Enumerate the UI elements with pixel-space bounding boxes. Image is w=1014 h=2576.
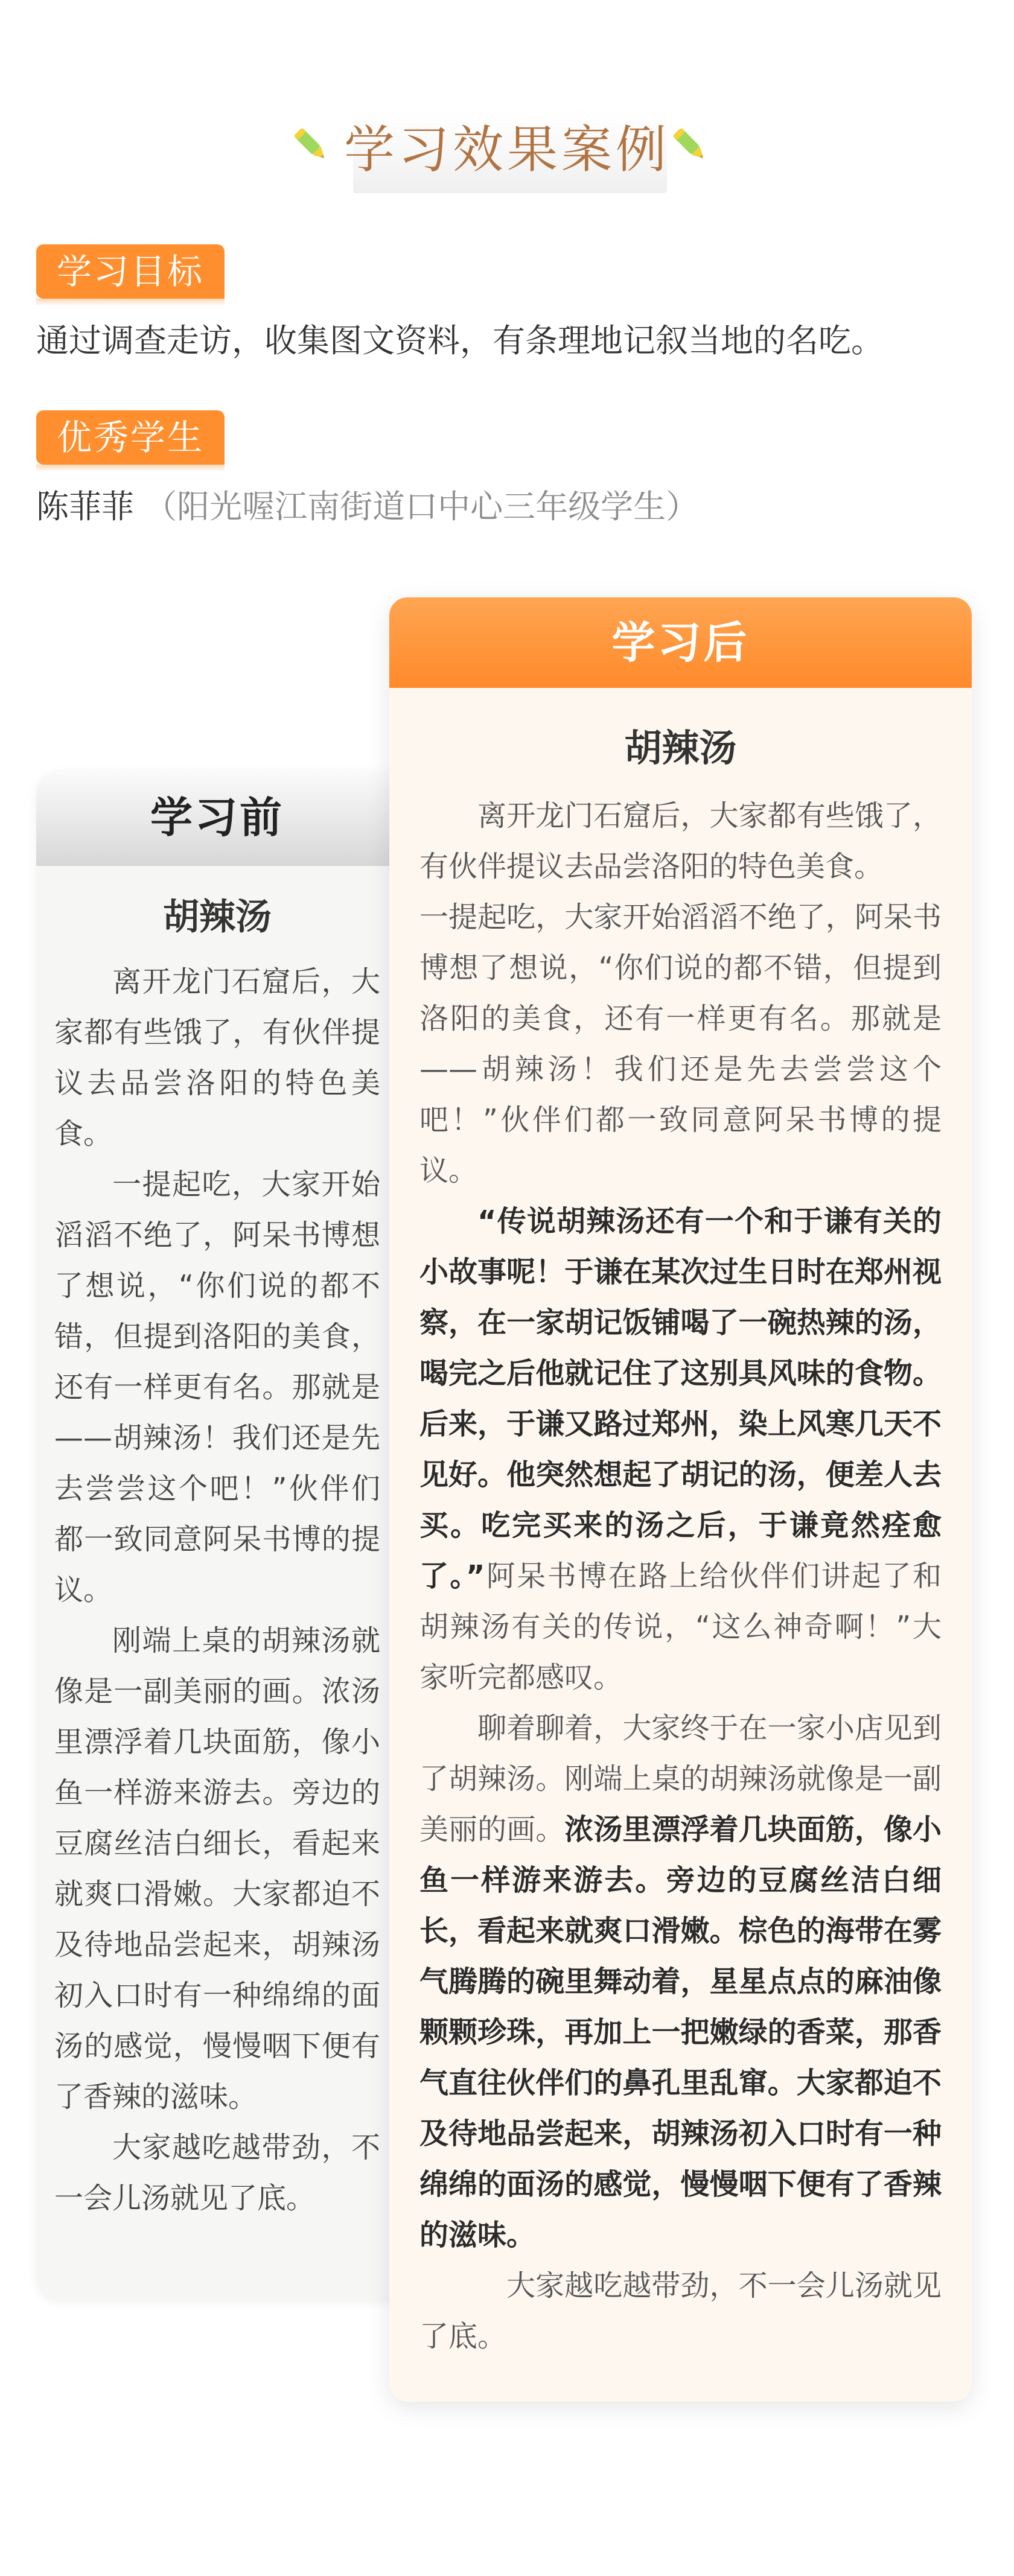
- before-essay-title: 胡辣汤: [163, 896, 272, 938]
- student-tag: 优秀学生: [36, 410, 225, 465]
- after-paragraph: 离开龙门石窟后，大家都有些饿了，有伙伴提议去品尝洛阳的特色美食。: [419, 799, 942, 883]
- after-card-header: 学习后: [389, 597, 972, 688]
- after-paragraph-text: 阿呆书博在路上给伙伴们讲起了和胡辣汤有关的传说，“这么神奇啊！”大家听完都感叹。: [419, 1559, 942, 1694]
- student-name: 陈菲菲: [36, 488, 134, 526]
- before-card-header: 学习前: [36, 769, 398, 866]
- after-paragraph: 一提起吃，大家开始滔滔不绝了，阿呆书博想了想说，“你们说的都不错，但提到洛阳的美食，还有一样更有名。那就是——胡辣汤！我们还是先去尝尝这个吧！”伙伴们都一致同意阿呆书博的提议。: [419, 900, 942, 1188]
- pencil-icon: [669, 124, 712, 167]
- student-info: （阳光喔江南街道口中心三年级学生）: [144, 488, 699, 526]
- before-paragraph: 一提起吃，大家开始滔滔不绝了，阿呆书博想了想说，“你们说的都不错，但提到洛阳的美食，还有一样更有名。那就是——胡辣汤！我们还是先去尝尝这个吧！”伙伴们都一致同意阿呆书博的提议。: [54, 1168, 380, 1607]
- after-highlight-text: 浓汤里漂浮着几块面筋，像小鱼一样游来游去。旁边的豆腐丝洁白细长，看起来就爽口滑嫩。棕色的海带在雾气腾腾的碗里舞动着，星星点点的麻油像颗颗珍珠，再加上一把嫩绿的香菜，那香气直往伙伴们的鼻孔里乱窜。大家都迫不及待地品尝起来，胡辣汤初入口时有一种绵绵的面汤的感觉，慢慢咽下便有了香辣的滋味。: [419, 1813, 942, 2252]
- goal-tag: 学习目标: [36, 244, 225, 299]
- before-card: [36, 769, 398, 2299]
- before-paragraph: 大家越吃越带劲，不一会儿汤就见了底。: [54, 2131, 380, 2215]
- page-title: 学习效果案例: [343, 120, 670, 179]
- after-paragraph: [419, 1196, 942, 1703]
- before-paragraph: 离开龙门石窟后，大家都有些饿了，有伙伴提议去品尝洛阳的特色美食。: [54, 965, 380, 1151]
- before-card-body: [36, 866, 398, 2224]
- after-paragraph: [419, 1703, 942, 2260]
- goal-text: 通过调查走访，收集图文资料，有条理地记叙当地的名吃。: [36, 322, 884, 360]
- student-line: [36, 483, 978, 531]
- before-paragraph: 刚端上桌的胡辣汤就像是一副美丽的画。浓汤里漂浮着几块面筋，像小鱼一样游来游去。旁边的豆腐丝洁白细长，看起来就爽口滑嫩。大家都迫不及待地品尝起来，胡辣汤初入口时有一种绵绵的面汤的感觉，慢慢咽下便有了香辣的滋味。: [54, 1624, 380, 2114]
- after-paragraph-text: 聊着聊着，大家终于在一家小店见到了胡辣汤。刚端上桌的胡辣汤就像是一副美丽的画。: [419, 1711, 942, 1846]
- after-paragraph: 大家越吃越带劲，不一会儿汤就见了底。: [419, 2269, 942, 2353]
- after-essay-title: 胡辣汤: [624, 726, 737, 770]
- after-card: [389, 597, 972, 2402]
- page-header: [0, 112, 1014, 202]
- after-highlight-text: “传说胡辣汤还有一个和于谦有关的小故事呢！于谦在某次过生日时在郑州视察，在一家胡记饭铺喝了一碗热辣的汤，喝完之后他就记住了这别具风味的食物。后来，于谦又路过郑州，染上风寒几天不见好。他突然想起了胡记的汤，便差人去买。吃完买来的汤之后，于谦竟然痊愈了。”: [419, 1204, 942, 1593]
- after-card-body: [389, 688, 972, 2362]
